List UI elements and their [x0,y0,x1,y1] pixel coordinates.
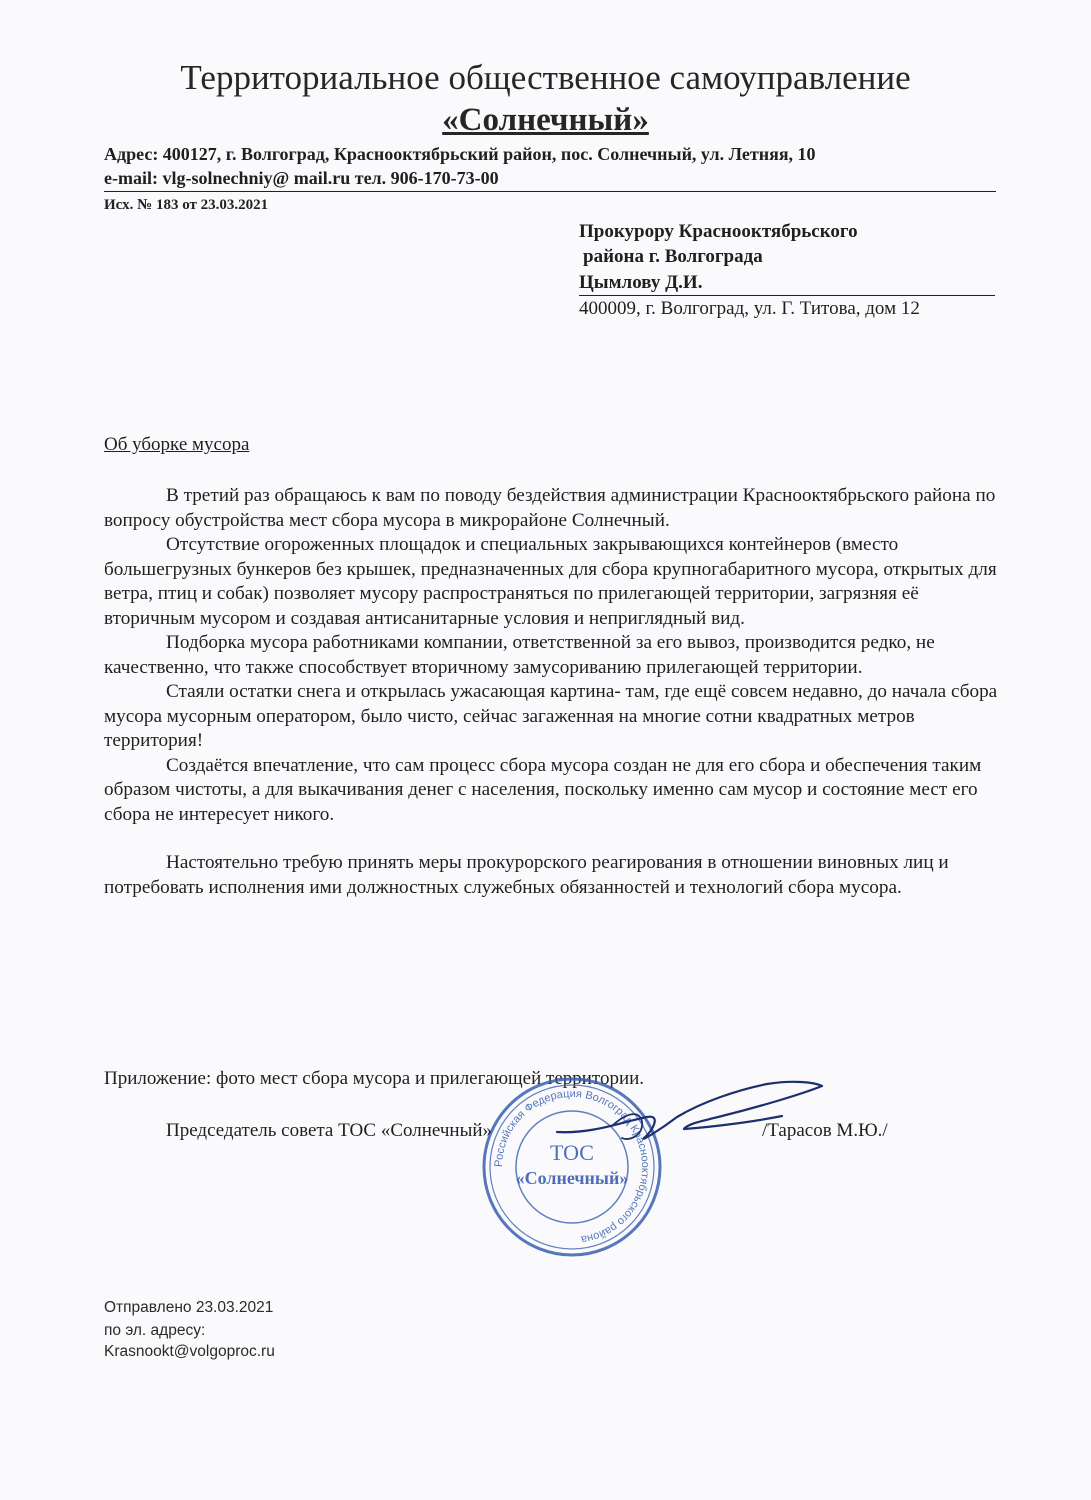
recipient-name: Цымлову Д.И. [579,271,995,296]
org-contacts: e-mail: vlg-solnechniy@ mail.ru тел. 906-170-73-00 [104,168,499,188]
body-paragraph: Настоятельно требую принять меры прокурорского реагирования в отношении виновных лиц и потребовать исполнения ими должностных служебных обязанностей и технологий сбора мусора. [104,852,949,898]
outgoing-number: Исх. № 183 от 23.03.2021 [104,197,269,213]
body-paragraph: Стаяли остатки снега и открылась ужасающая картина- там, где ещё совсем недавно, до начала сбора мусора мусорным оператором, было чисто, сейчас загаженная на многие сотни квадратных метров территория! [104,681,998,751]
org-title: Территориальное общественное самоуправление [180,58,911,97]
letter-subject: Об уборке мусора [104,434,250,455]
sent-email: Krasnookt@volgoproc.ru [104,1343,275,1360]
body-paragraph: Создаётся впечатление, что сам процесс сбора мусора создан не для его сбора и обеспечения таким образом чистоты, а для выкачивания денег с населения, поскольку именно сам мусор и состояние мест его сбора не интересует никого. [104,754,982,825]
recipient-district: района г. Волгограда [583,246,763,267]
signatory-name: /Тарасов М.Ю./ [762,1120,888,1141]
sent-date: Отправлено 23.03.2021 [104,1299,274,1316]
stamp-ring-text: Российская Федерация Волгоград Краснооктябрьского района [492,1087,652,1246]
stamp-center-line2: «Солнечный» [515,1168,629,1188]
stamp-center-line1: ТОС [550,1140,594,1165]
body-paragraph: Отсутствие огороженных площадок и специальных закрывающихся контейнеров (вместо большегрузных бункеров без крышек, предназначенных для сбора крупногабаритного мусора, открытых для ветра, птиц и собак) позволяет мусору распространяться по прилегающей территории, загрязняя её вторичным мусором и создавая антисанитарные условия и неприглядный вид. [104,534,997,629]
org-address: Адрес: 400127, г. Волгоград, Краснооктябрьский район, пос. Солнечный, ул. Летняя, 10 [104,144,816,164]
sent-via: по эл. адресу: [104,1322,206,1339]
recipient-address: 400009, г. Волгоград, ул. Г. Титова, дом 12 [579,298,920,319]
body-paragraph: Подборка мусора работниками компании, ответственной за его вывоз, производится редко, не качественно, что также способствует вторичному замусориванию прилегающей территории. [104,632,935,678]
recipient-title: Прокурору Краснооктябрьского [579,221,858,242]
header-divider [104,191,996,192]
handwritten-signature-icon [552,1072,832,1152]
attachment-note: Приложение: фото мест сбора мусора и прилегающей территории. [104,1068,645,1089]
signatory-title: Председатель совета ТОС «Солнечный» [166,1120,493,1141]
org-name: «Солнечный» [442,102,649,138]
body-paragraph: В третий раз обращаюсь к вам по поводу бездействия администрации Краснооктябрьского района по вопросу обустройства мест сбора мусора в микрорайоне Солнечный. [104,485,996,531]
letter-body [104,484,999,900]
